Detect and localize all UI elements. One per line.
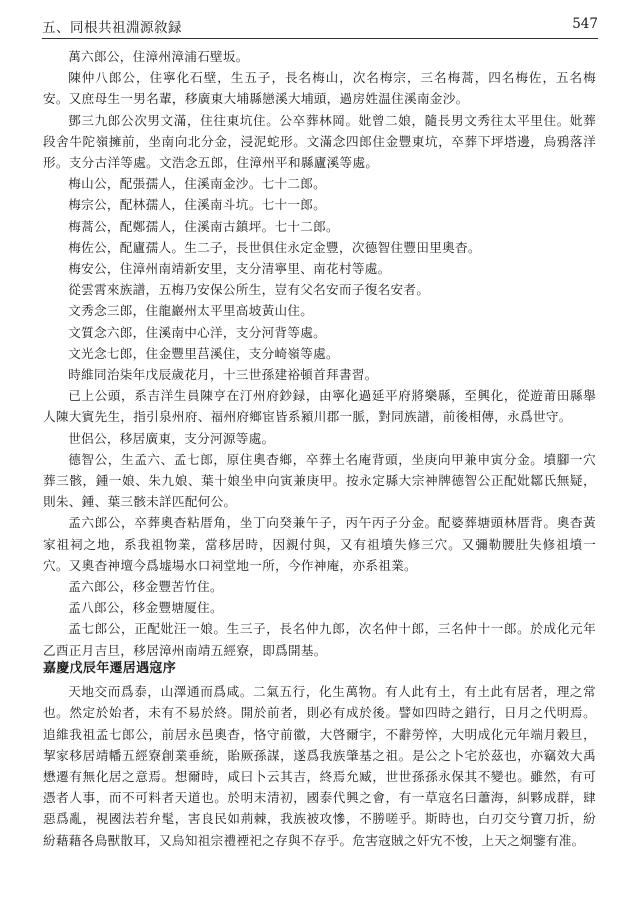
paragraph: 時維同治柒年戊辰歲花月，十三世孫建裕頓首拜書習。 [68,367,378,383]
paragraph: 孟六郎公，移金豐苦竹住。 [68,579,223,595]
section-title: 嘉慶戊辰年遷居遇寇序 [43,661,177,676]
paragraph: 孟六郎公，卒葬奧杳粘厝角，坐丁向癸兼午子，丙午丙子分金。配婆葬塘頭林厝背。奧杳黃家祖祠之地，系我祖物業，當移居時，因親付與，又有祖墳失修三穴。又彌勒腰肚失修祖墳一穴。又奧杳神壇今爲墟場水口祠堂地一所，今作神庵，亦系祖業。 [43,515,596,573]
paragraph: 文質念六郎，住溪南中心洋，支分河背等處。 [68,324,327,340]
page-header [42,14,598,36]
paragraph: 鄧三九郎公次男文滿，住往東坑住。公卒葬林岡。妣曾二娘，隨長男文秀往太平里住。妣葬段舍牛陀嶺擁前，坐南向北分金，浸泥蛇形。文滿念四郎住金豐東坑，卒葬下坪塔邊，烏鴉落洋形。支分古洋等處。文浩念五郎，住漳州平和縣廬溪等處。 [43,112,596,171]
paragraph: 世侶公，移居廣東，支分河源等處。 [68,430,275,446]
paragraph: 梅安公，住漳州南靖新安里，支分清寧里、南花村等處。 [68,261,391,277]
paragraph: 陳仲八郎公，住寧化石壁，生五子，長名梅山，次名梅宗，三名梅蒿，四名梅佐，五名梅安。又庶母生一男名輩，移廣東大埔縣戀溪大埔頭，過房姓温住溪南金沙。 [43,70,596,107]
paragraph: 梅山公，配張孺人，住溪南金沙。七十二郎。 [68,176,327,192]
paragraph: 梅宗公，配林孺人，住溪南斗坑。七十一郎。 [68,197,327,213]
paragraph: 梅蒿公，配鄭孺人，住溪南古鎮坪。七十二郎。 [68,218,339,234]
paragraph: 已上公頭，系吉洋生員陳亨在汀州府鈔録，由寧化過延平府將樂縣，至興化，從遊莆田縣舉人陳大賓先生，指引泉州府、福州府鄉宦皆系潁川郡一脈，對同族譜，前後相傳，永爲世守。 [43,388,596,425]
header-rule [42,38,598,39]
paragraph: 德智公，生孟六、孟七郎，原住奧杳鄉，卒葬土名庵背頭，坐庚向甲兼申寅分金。墳腳一穴葬三骸，鍾一娘、朱九娘、葉十娘坐申向寅兼庚甲。按永定縣大宗神牌德智公正配妣鄒氏無疑，則朱、鍾、葉三骸未詳匹配何公。 [43,451,596,510]
running-title: 五、同根共祖淵源敘録 [42,20,182,36]
paragraph: 梅佐公，配廬孺人。生二子，長世俱住永定金豐，次德智住豐田里奧杳。 [68,239,481,255]
page-number: 547 [572,16,598,32]
paragraph: 孟八郎公，移金豐塘厦住。 [68,600,223,616]
section-body: 天地交而爲泰，山澤通而爲咸。二氣五行，化生萬物。有人此有土，有土此有居者，理之常也。然定於始者，未有不易於終。開於前者，則必有成於後。譬如四時之錯行，日月之代明焉。追維我祖孟七郎公，前居永邑奧杳，恪守前徽，大啓爾宇，不辭勞悴，大明成化元年端月穀旦，挈家移居靖幡五經寮創業垂統，貽厥孫謀，遂爲我族肇基之祖。是公之卜宅於茲也，亦竊效大禹懋遷有無化居之意焉。想爾時，咸曰卜云其吉，終焉允臧，世世孫孫永保其不變也。雖然，有可憑者人事，而不可料者天道也。於明末清初，國泰代興之會，有一草寇名曰蕭海，糾夥成群，肆惡爲亂，視國法若弁髦，害良民如荊棘，我族被攻慘，不勝嗟乎。斯時也，白刃交兮寶刀折，紛紛藉藉各鳥獸散耳，又烏知祖宗禮禋祀之存與不存乎。危害寇賊之奸宄不悛，上天之炯鑒有准。 [43,684,596,848]
genealogy-text [43,46,596,661]
preface-section [43,658,596,851]
paragraph: 從雲霄來族譜，五梅乃安保公所生，豈有父名安而子復名安者。 [68,282,430,298]
paragraph: 孟七郎公，正配妣汪一娘。生三子，長名仲九郎，次名仲十郎，三名仲十一郎。於成化元年乙酉正月吉旦，移居漳州南靖五經寮，即爲開基。 [43,621,596,658]
paragraph: 萬六郎公，住漳州漳浦石壁坂。 [68,49,249,64]
paragraph: 文秀念三郎，住龍巖州太平里高坡黃山住。 [68,303,314,319]
paragraph: 文光念七郎，住金豐里莒溪住，支分崎嶺等處。 [68,345,339,361]
